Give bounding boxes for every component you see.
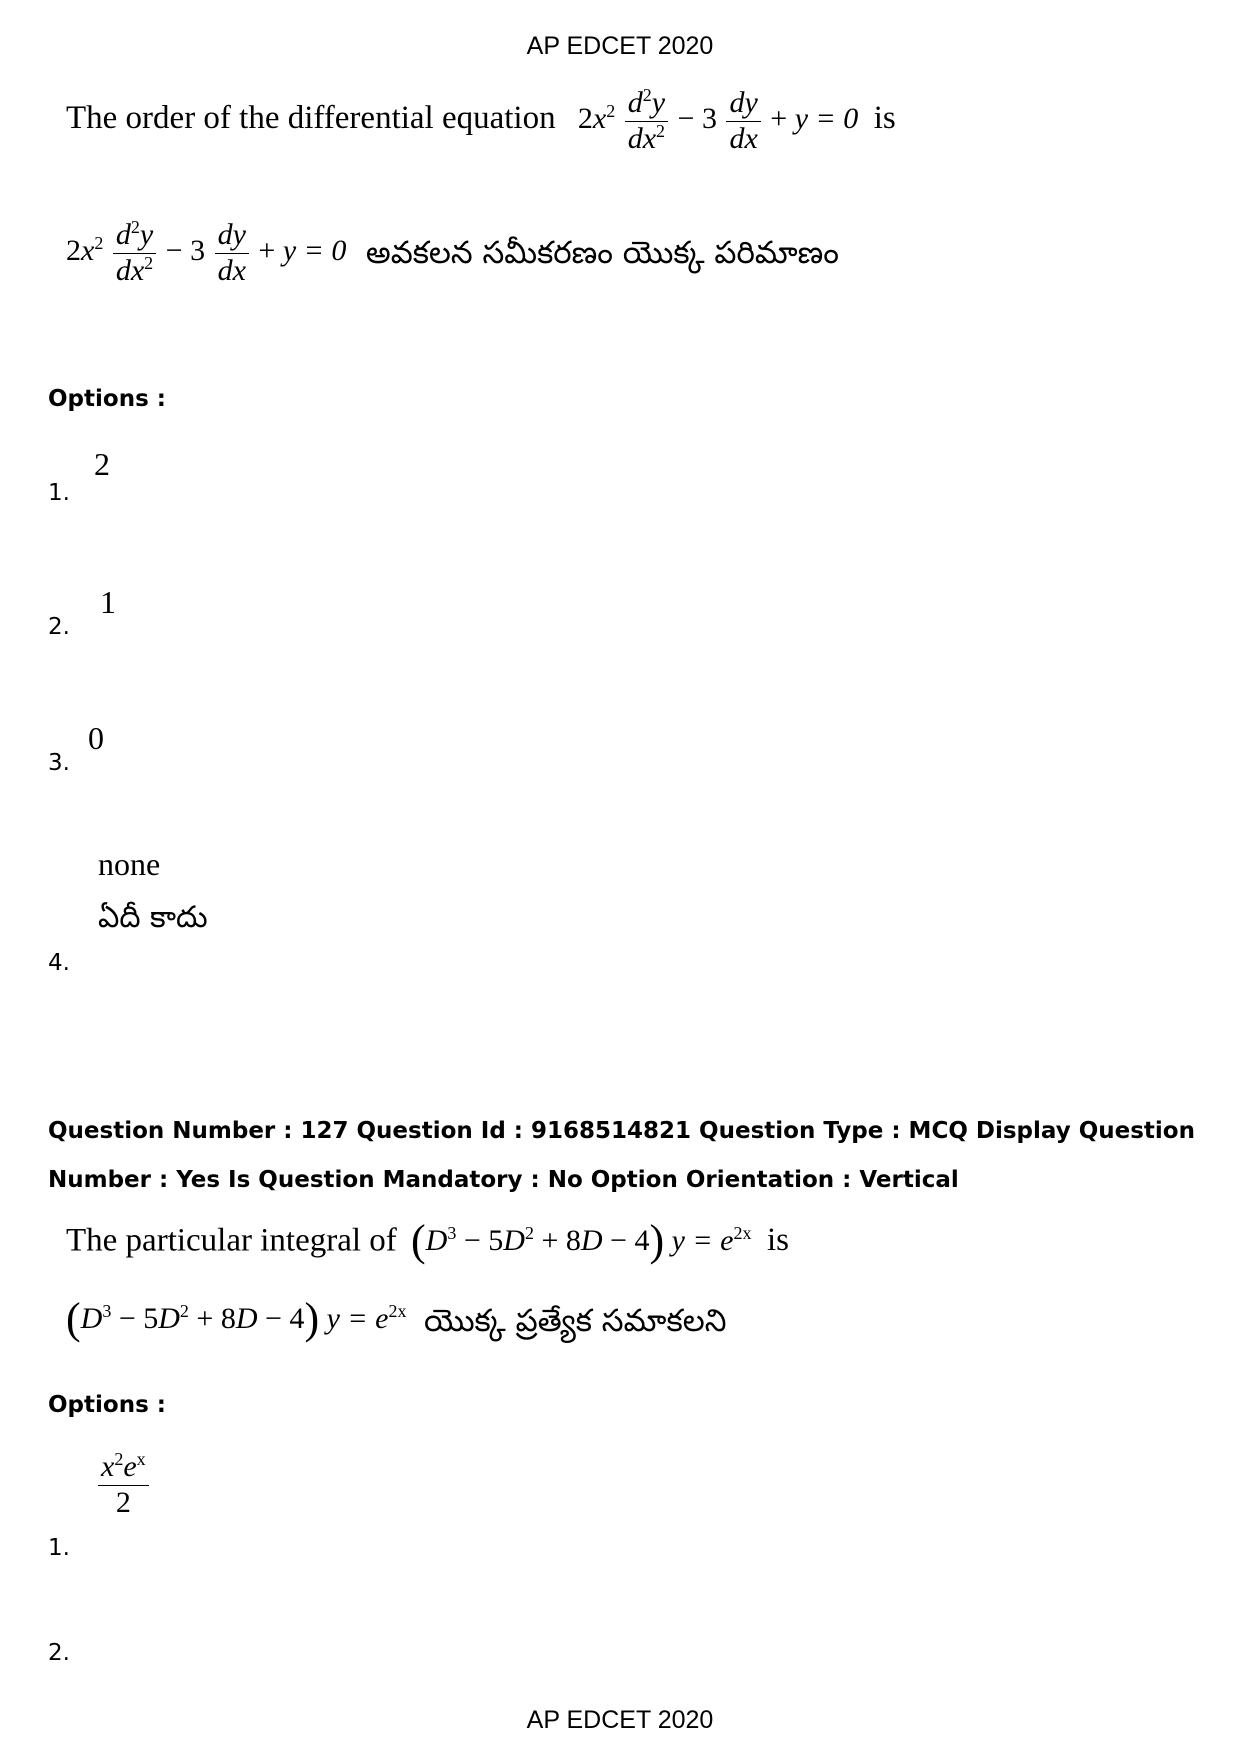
option-1-number: 1. bbox=[48, 480, 70, 506]
question-126-english bbox=[66, 86, 896, 156]
eq-coef: 2 bbox=[577, 101, 593, 135]
question-127-telugu bbox=[66, 1296, 726, 1347]
question-127-metadata-line-1: Question Number : 127 Question Id : 9168514821 Question Type : MCQ Display Question bbox=[48, 1118, 1195, 1144]
page-header: AP EDCET 2020 bbox=[526, 32, 714, 60]
option-2-number: 2. bbox=[48, 614, 70, 640]
question-127-english-suffix: is bbox=[766, 1222, 789, 1259]
option-3-value: 0 bbox=[88, 720, 104, 756]
options-label: Options : bbox=[48, 386, 166, 412]
eq-var: x bbox=[592, 101, 607, 135]
question-126-telugu-text: అవకలన సమీకరణం యొక్క పరిమాణం bbox=[365, 234, 839, 271]
question-127-english-prefix: The particular integral of bbox=[66, 1222, 397, 1259]
option-4-value-telugu: ఏదీ కాదు bbox=[98, 900, 208, 935]
question-127-telugu-text: యొక్క ప్రత్యేక సమాకలని bbox=[423, 1303, 727, 1340]
question-127-equation-telugu: $(D^3 - 5D^2 + 8D - 4) y = e^{2x}$ bbox=[66, 1294, 407, 1343]
eq-fraction-first-derivative: $\frac{dy}{dx}$ bbox=[726, 86, 760, 156]
option-4-number: 4. bbox=[48, 950, 70, 976]
question-126-telugu bbox=[66, 218, 839, 288]
question-127-equation: $(D^3 - 5D^2 + 8D - 4) y = e^{2x}$ bbox=[411, 1216, 752, 1265]
question-126-english-suffix: is bbox=[873, 99, 896, 136]
q127-option-1-number: 1. bbox=[48, 1535, 70, 1561]
page-footer: AP EDCET 2020 bbox=[526, 1706, 714, 1734]
options-label: Options : bbox=[48, 1392, 166, 1418]
option-3-number: 3. bbox=[48, 750, 70, 776]
question-126-equation: $2x^2$ $\frac{d^2y}{dx^2}$ − 3 $\frac{dy}{dx}$ + y = 0 bbox=[577, 85, 859, 155]
question-127-english bbox=[66, 1218, 789, 1269]
option-2-value: 1 bbox=[100, 584, 116, 620]
eq-rhs: y = 0 bbox=[794, 101, 859, 135]
question-126-equation-telugu: $2x^2$ $\frac{d^2y}{dx^2}$ − 3 $\frac{dy}{dx}$ + y = 0 bbox=[66, 217, 347, 287]
option-4-value: none bbox=[98, 846, 161, 882]
question-126-english-prefix: The order of the differential equation bbox=[66, 99, 556, 136]
question-127-metadata bbox=[48, 1107, 1208, 1205]
q127-option-2-number: 2. bbox=[48, 1640, 70, 1666]
eq-sup: 2 bbox=[606, 100, 616, 121]
eq-fraction-second-derivative: $\frac{d^2y}{dx^2}$ bbox=[625, 86, 668, 156]
question-127-metadata-line-2: Number : Yes Is Question Mandatory : No Option Orientation : Vertical bbox=[48, 1167, 959, 1193]
option-1-value: 2 bbox=[94, 446, 110, 482]
q127-option-1-value: $\frac{x^2e^x}{2}$ bbox=[96, 1450, 151, 1520]
